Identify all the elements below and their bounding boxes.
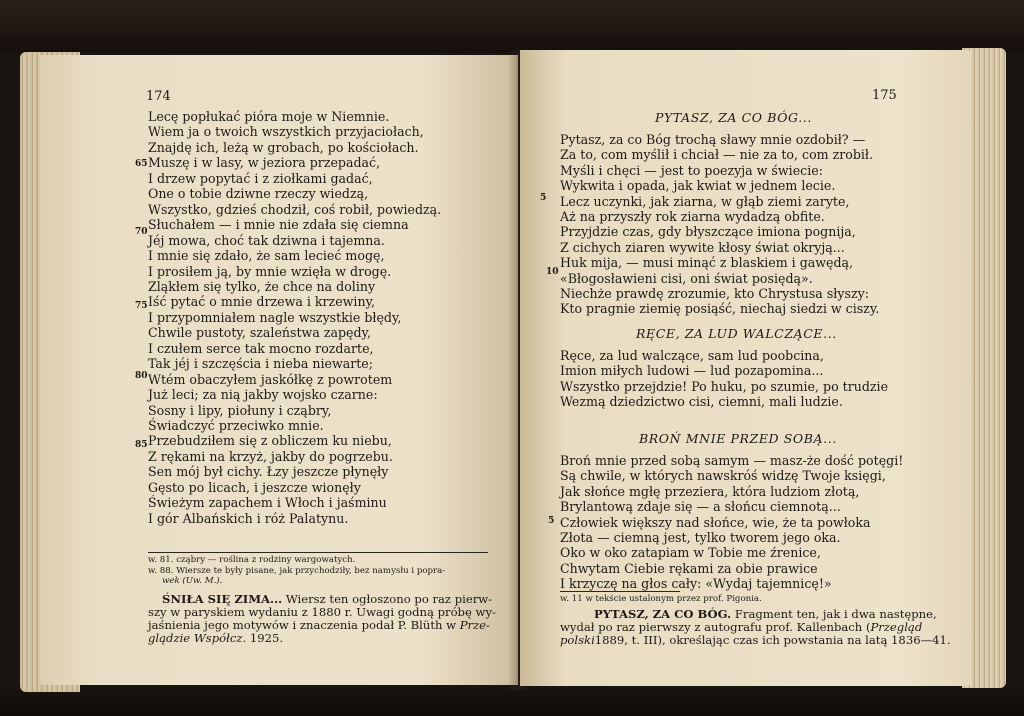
line-number: 10	[546, 267, 559, 277]
verse-line: Człowiek większy nad słońce, wie, że ta powłoka	[560, 514, 871, 530]
verse-line: I krzyczę na głos cały: «Wydaj tajemnicę!»	[560, 576, 832, 592]
footnote: wek (Uw. M.).	[162, 576, 223, 586]
commentary-heading: PYTASZ, ZA CO BÓG.	[594, 607, 732, 621]
verse-line: One o tobie dziwne rzeczy wiedzą,	[148, 186, 369, 202]
line-number: 5	[548, 516, 555, 526]
verse-line: Iść pytać o mnie drzewa i krzewiny,	[148, 294, 376, 310]
footnote-rule	[560, 591, 680, 592]
journal-title: polski	[560, 633, 595, 647]
footnote: w. 88. Wiersze te były pisane, jak przychodziły, bez namysłu i popra-	[148, 566, 446, 576]
footnote-rule	[148, 552, 488, 553]
left-page	[40, 55, 518, 685]
page-number: 174	[146, 89, 171, 104]
page-number: 175	[872, 88, 897, 103]
verse-line: Złota — ciemną jest, tylko tworem jego oka.	[560, 530, 841, 545]
verse-line: Gęsto po licach, i jeszcze wionęły	[148, 479, 361, 495]
verse-line: Muszę i w lasy, w jeziora przepadać,	[148, 155, 381, 171]
commentary-text: 1889, t. III), określając czas ich powstania na latą 1836—41.	[594, 633, 951, 647]
verse-line: I drzew popytać i z ziołkami gadać,	[148, 170, 373, 186]
verse-line: Wszystko, gdzieś chodził, coś robił, powiedzą.	[148, 201, 442, 217]
verse-line: Świadczyć przeciwko mnie.	[148, 418, 324, 433]
footnote: w. 81. cząbry — roślina z rodziny wargowatych.	[148, 555, 356, 565]
commentary-heading: ŚNIŁA SIĘ ZIMA...	[162, 592, 283, 606]
commentary-year: 1925.	[249, 631, 284, 645]
line-number: 80	[135, 371, 148, 381]
verse-line: Niechże prawdę zrozumie, kto Chrystusa słyszy:	[560, 286, 869, 301]
commentary-line	[148, 632, 283, 645]
verse-line: Chwytam Ciebie rękami za obie prawice	[560, 560, 818, 576]
verse-line: Lecę popłukać pióra moje w Niemnie.	[148, 109, 390, 124]
verse-line: Jéj mowa, choć tak dziwna i tajemna.	[148, 232, 385, 248]
verse-line: Imion miłych ludowi — lud pozapomina...	[560, 363, 824, 379]
verse-line: Przebudziłem się z obliczem ku niebu,	[148, 433, 392, 449]
verse-line: I gór Albańskich i róż Palatynu.	[148, 510, 349, 526]
verse-line: Sen mój był cichy. Łzy jeszcze płynęły	[148, 464, 389, 480]
verse-line: Brylantową zdaje się — a słońcu ciemnotą...	[560, 499, 841, 515]
poem-title: PYTASZ, ZA CO BÓG...	[655, 110, 812, 125]
verse-line: Oko w oko zatapiam w Tobie me źrenice,	[560, 545, 821, 561]
verse-line: Są chwile, w których nawskróś widzę Twoje księgi,	[560, 468, 886, 484]
verse-line: «Błogosławieni cisi, oni świat posiędą».	[560, 270, 813, 286]
poem-title: BROŃ MNIE PRZED SOBĄ...	[639, 431, 837, 446]
journal-title: Przegląd	[870, 620, 923, 634]
book-cover-top	[0, 0, 1024, 52]
journal-title: Prze-	[459, 618, 490, 632]
line-number: 75	[135, 301, 148, 311]
verse-line: Wiem ja o twoich wszystkich przyjaciołach,	[148, 124, 424, 140]
verse-line: I czułem serce tak mocno rozdarte,	[148, 340, 374, 356]
commentary-text: wydał po raz pierwszy z autografu prof. Kallenbach (	[560, 620, 871, 634]
verse-line: I przypomniałem nagle wszystkie błędy,	[148, 309, 402, 325]
verse-line: Wezmą dziedzictwo cisi, ciemni, mali ludzie.	[560, 394, 843, 410]
verse-line: Już leci; za nią jakby wojsko czarne:	[148, 387, 378, 403]
footnote: w. 11 w tekście ustalonym przez prof. Pigonia.	[560, 594, 762, 604]
verse-line: Wykwita i opada, jak kwiat w jednem lecie.	[560, 178, 836, 194]
line-number: 5	[540, 193, 547, 203]
verse-line: Znajdę ich, leżą w grobach, po kościołach.	[148, 139, 419, 155]
right-page	[520, 50, 972, 686]
line-number: 70	[135, 227, 148, 237]
verse-line: Broń mnie przed sobą samym — masz-że dość potęgi!	[560, 453, 904, 468]
verse-line: I mnie się zdało, że sam lecieć mogę,	[148, 248, 385, 264]
commentary-text: jaśnienia jego motywów i znaczenia podał P. Blüth w	[148, 618, 460, 632]
poem-title: RĘCE, ZA LUD WALCZĄCE...	[636, 326, 837, 341]
verse-line: I prosiłem ją, by mnie wzięła w drogę.	[148, 263, 392, 279]
verse-line: Jak słońce mgłę przeziera, która ludziom złotą,	[560, 483, 860, 499]
journal-title: glądzie Współcz.	[148, 631, 247, 645]
verse-line: Świeżym zapachem i Włoch i jaśminu	[148, 495, 387, 511]
verse-line: Przyjdzie czas, gdy błyszczące imiona pognija,	[560, 224, 856, 240]
verse-line: Słuchałem — i mnie nie zdała się ciemna	[148, 217, 409, 233]
commentary-text: Fragment ten, jak i dwa następne,	[734, 607, 937, 621]
verse-line: Z rękami na krzyż, jakby do pogrzebu.	[148, 448, 393, 464]
verse-line: Myśli i chęci — jest to poezyja w świecie:	[560, 162, 823, 178]
verse-line: Huk mija, — musi minąć z blaskiem i gawędą,	[560, 255, 854, 271]
verse-line: Pytasz, za co Bóg trochą sławy mnie ozdobił? —	[560, 132, 866, 147]
verse-line: Tak jéj i szczęścia i nieba niewarte;	[148, 356, 374, 372]
commentary-text: Wiersz ten ogłoszono po raz pierw-	[285, 592, 493, 606]
verse-line: Za to, com myślił i chciał — nie za to, com zrobił.	[560, 147, 874, 163]
line-number: 65	[135, 159, 148, 169]
verse-line: Lecz uczynki, jak ziarna, w głąb ziemi zaryte,	[560, 193, 850, 209]
line-number: 85	[135, 440, 148, 450]
verse-line: Sosny i lipy, piołuny i cząbry,	[148, 402, 332, 418]
verse-line: Z cichych ziaren wywite kłosy świat okryją...	[560, 239, 845, 255]
verse-line: Kto pragnie ziemię posiąść, niechaj siedzi w ciszy.	[560, 301, 880, 317]
verse-line: Aż na przyszły rok ziarna wydadzą obfite.	[560, 209, 825, 224]
commentary-line: szy w paryskiem wydaniu z 1880 r. Uwagi godną próbę wy-	[148, 605, 496, 619]
verse-line: Zląkłem się tylko, że chce na doliny	[148, 278, 376, 294]
commentary-line	[560, 634, 951, 647]
verse-line: Ręce, za lud walczące, sam lud poobcina,	[560, 348, 824, 363]
verse-line: Wszystko przejdzie! Po huku, po szumie, po trudzie	[560, 378, 889, 394]
verse-line: Wtém obaczyłem jaskółkę z powrotem	[148, 371, 393, 387]
verse-line: Chwile pustoty, szaleństwa zapędy,	[148, 325, 372, 341]
